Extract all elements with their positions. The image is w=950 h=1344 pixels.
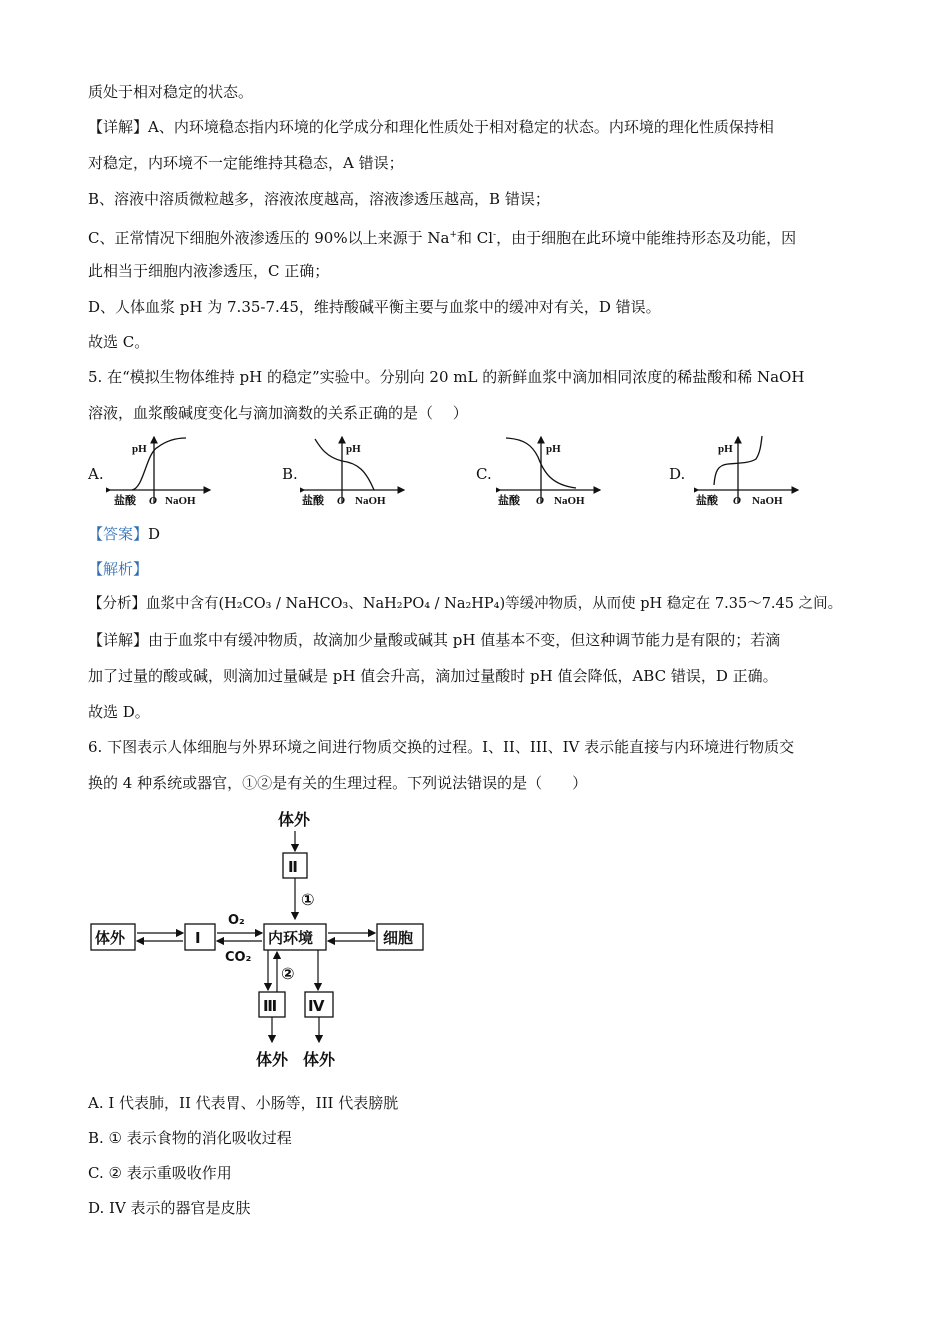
- option-a: A. I 代表肺，II 代表胃、小肠等，III 代表膀胱: [88, 1094, 399, 1112]
- superscript: +: [449, 230, 457, 240]
- origin-label: O: [536, 495, 544, 507]
- outside-bottom-left-label: 体外: [256, 1050, 289, 1069]
- analysis-paragraph: [88, 594, 842, 614]
- box-3-label: Ⅲ: [263, 997, 278, 1015]
- detail-tag: 【详解】: [88, 118, 149, 136]
- answer-value: D: [148, 525, 161, 543]
- y-axis-label: pH: [132, 443, 147, 455]
- answer-tag: 【答案】: [88, 525, 149, 543]
- superscript: -: [493, 230, 497, 240]
- x-label-right: NaOH: [355, 495, 386, 507]
- text-line: 对稳定，内环境不一定能维持其稳态，A 错误；: [88, 154, 404, 172]
- text-line: 故选 C。: [88, 333, 150, 351]
- text-segment: 和 Cl: [456, 229, 494, 247]
- option-graph-a: [106, 433, 216, 508]
- outside-left-label: 体外: [95, 929, 126, 947]
- internal-environment-label: 内环境: [268, 929, 314, 947]
- detail-paragraph: [88, 630, 780, 650]
- oxygen-label: O₂: [228, 913, 245, 928]
- ph-curve: [315, 439, 374, 490]
- text-line: D、人体血浆 pH 为 7.35-7.45，维持酸碱平衡主要与血浆中的缓冲对有关，D 错误。: [88, 298, 661, 316]
- box-2-label: Ⅱ: [288, 858, 298, 876]
- analysis-text: 血浆中含有(H₂CO₃ / NaHCO₃、NaH₂PO₄ / Na₂HP₄)等缓冲物质，从而使 pH 稳定在 7.35～7.45 之间。: [146, 596, 843, 612]
- x-label-right: NaOH: [165, 495, 196, 507]
- answer-line: [88, 524, 160, 544]
- analysis-sub-tag: 【分析】: [88, 596, 146, 612]
- option-graph-b: [300, 433, 410, 508]
- option-b: B. ① 表示食物的消化吸收过程: [88, 1129, 292, 1147]
- process-1-label: ①: [301, 890, 315, 909]
- option-label-c: C.: [476, 465, 492, 483]
- option-label-b: B.: [282, 465, 298, 483]
- detail-tag: 【详解】: [88, 631, 149, 649]
- x-label-left: 盐酸: [302, 495, 324, 507]
- x-label-right: NaOH: [752, 495, 783, 507]
- x-label-right: NaOH: [554, 495, 585, 507]
- y-axis-label: pH: [346, 443, 361, 455]
- option-label-a: A.: [88, 465, 104, 483]
- process-2-label: ②: [281, 964, 295, 983]
- detail-text: A、内环境稳态指内环境的化学成分和理化性质处于相对稳定的状态。内环境的理化性质保持相: [148, 118, 774, 136]
- option-c: C. ② 表示重吸收作用: [88, 1164, 232, 1182]
- option-graph-c: [496, 433, 606, 508]
- option-graph-d: [694, 433, 804, 508]
- analysis-tag: 【解析】: [88, 560, 149, 578]
- text-line: [88, 225, 796, 248]
- text-segment: ，由于细胞在此环境中能维持形态及功能，因: [496, 229, 797, 247]
- outside-bottom-right-label: 体外: [303, 1050, 336, 1069]
- text-line: 故选 D。: [88, 703, 150, 721]
- co2-label: CO₂: [225, 950, 252, 965]
- text-line: B、溶液中溶质微粒越多，溶液浓度越高，溶液渗透压越高，B 错误；: [88, 190, 550, 208]
- box-1-label: Ⅰ: [195, 929, 201, 947]
- text-segment: C、正常情况下细胞外液渗透压的 90%以上来源于 Na: [88, 229, 450, 247]
- y-axis-label: pH: [718, 443, 733, 455]
- cell-label: 细胞: [383, 929, 414, 947]
- text-line: 此相当于细胞内液渗透压，C 正确；: [88, 262, 330, 280]
- origin-label: O: [733, 495, 741, 507]
- q5-stem: 5. 在“模拟生物体维持 pH 的稳定”实验中。分别向 20 mL 的新鲜血浆中滴加相同浓度的稀盐酸和稀 NaOH: [88, 368, 805, 386]
- detail-text: 由于血浆中有缓冲物质，故滴加少量酸或碱其 pH 值基本不变，但这种调节能力是有限的；若滴: [148, 631, 781, 649]
- text-line: 质处于相对稳定的状态。: [88, 83, 254, 101]
- q6-stem: 6. 下图表示人体细胞与外界环境之间进行物质交换的过程。I、II、III、IV 表示能直接与内环境进行物质交: [88, 738, 795, 756]
- y-axis-label: pH: [546, 443, 561, 455]
- outside-top-label: 体外: [278, 810, 311, 829]
- q5-stem: 溶液，血浆酸碱度变化与滴加滴数的关系正确的是（ ）: [88, 404, 468, 422]
- x-label-left: 盐酸: [696, 495, 718, 507]
- exchange-diagram: [85, 803, 430, 1071]
- option-label-d: D.: [669, 465, 686, 483]
- origin-label: O: [149, 495, 157, 507]
- detail-paragraph: [88, 117, 774, 137]
- x-label-left: 盐酸: [114, 495, 136, 507]
- option-d: D. IV 表示的器官是皮肤: [88, 1199, 251, 1217]
- x-label-left: 盐酸: [498, 495, 520, 507]
- text-line: 加了过量的酸或碱，则滴加过量碱是 pH 值会升高，滴加过量酸时 pH 值会降低，ABC 错误，D 正确。: [88, 667, 778, 685]
- origin-label: O: [337, 495, 345, 507]
- q6-stem: 换的 4 种系统或器官，①②是有关的生理过程。下列说法错误的是（ ）: [88, 774, 588, 792]
- box-4-label: Ⅳ: [308, 997, 325, 1015]
